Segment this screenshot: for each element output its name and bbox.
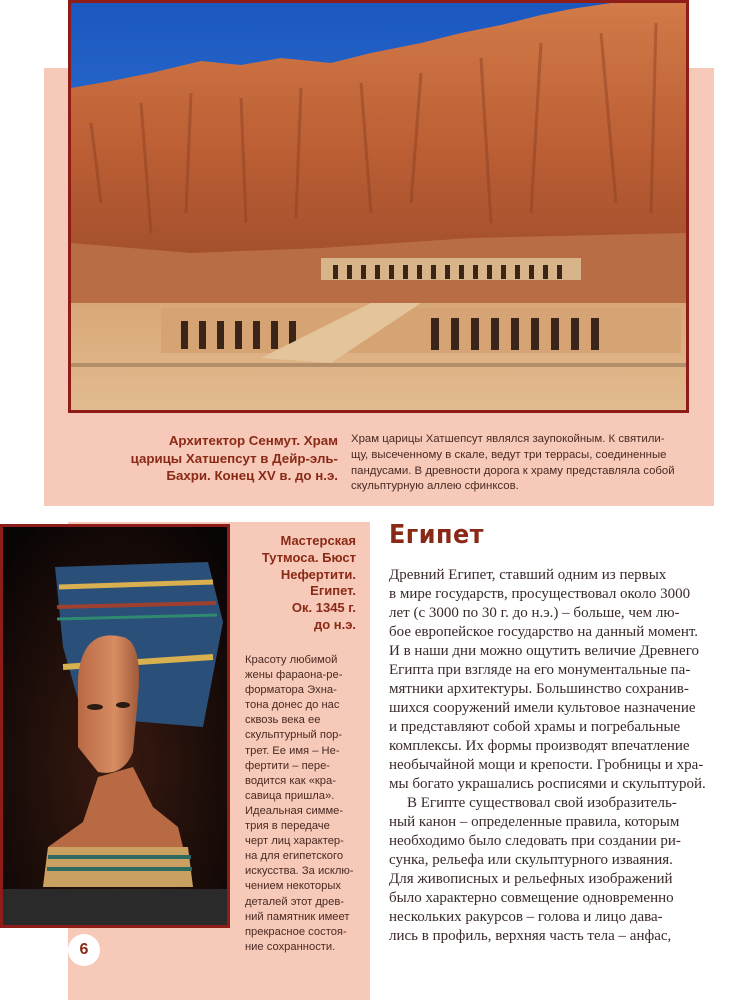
desc-line: Идеальная симме-: [245, 804, 344, 817]
body-line: В Египте существовал свой изобразитель-: [407, 795, 677, 811]
body-line: бое европейское государство на данный момент.: [389, 624, 699, 640]
desc-line: скульптурный пор-: [245, 729, 343, 742]
body-line: лись в профиль, верхняя часть тела – анфас,: [389, 928, 672, 944]
body-line: необходимо было следовать при создании ри-: [389, 833, 681, 849]
body-line: мы богато украшались росписями и скульптурой.: [389, 776, 706, 792]
body-line: Для живописных и рельефных изображений: [389, 871, 673, 887]
desc-line: чением некоторых: [245, 880, 341, 893]
section-title: Египет: [389, 520, 484, 550]
body-line: в мире государств, просуществовал около 3000: [389, 586, 691, 602]
body-line: комплексы. Их формы производят впечатление: [389, 738, 690, 754]
body-line: нескольких ракурсов – голова и лицо дава-: [389, 909, 663, 925]
temple-caption-title: [112, 432, 338, 485]
caption-line: до н.э.: [313, 616, 356, 632]
body-line: Египта при взгляде на его монументальные па-: [389, 662, 691, 678]
caption-line: Архитектор Сенмут. Храм: [168, 433, 338, 448]
desc-line: прекрасное состоя-: [245, 925, 347, 938]
caption-line: Нефертити.: [280, 566, 356, 582]
body-line: лет (с 3000 по 30 г. до н.э.) – больше, чем лю-: [389, 605, 680, 621]
desc-line: форматора Эхна-: [245, 684, 337, 697]
caption-line: царицы Хатшепсут в Дейр-эль-: [130, 450, 338, 466]
desc-line: ний памятник имеет: [245, 910, 350, 923]
desc-line: трия в передаче: [245, 820, 330, 833]
desc-line: трет. Ее имя – Не-: [245, 744, 340, 757]
desc-line: ние сохранности.: [245, 940, 336, 953]
desc-line: деталей этот древ-: [245, 895, 345, 908]
body-line: было характерно совмещение одновременно: [389, 890, 674, 906]
body-line: сунка, рельефа или скульптурного изваяния.: [389, 852, 673, 868]
desc-line: искусства. За исклю-: [245, 865, 354, 878]
caption-line: скульптурную аллею сфинксов.: [351, 480, 519, 493]
caption-line: щу, высеченному в скале, ведут три террасы, соединенные: [351, 448, 667, 461]
desc-line: савица пришла».: [245, 789, 335, 802]
page-number: 6: [68, 934, 100, 966]
desc-line: водится как «кра-: [245, 774, 336, 787]
temple-of-hatshepsut-photo: [68, 0, 689, 413]
caption-line: Египет.: [310, 583, 356, 599]
body-line: ный канон – определенные правила, которым: [389, 814, 680, 830]
desc-line: сквозь века ее: [245, 714, 321, 727]
desc-line: черт лиц характер-: [245, 835, 344, 848]
bust-caption-title: [236, 533, 356, 634]
caption-line: Бахри. Конец XV в. до н.э.: [166, 468, 338, 483]
caption-line: пандусами. В древности дорога к храму представляла собой: [351, 464, 675, 477]
desc-line: жены фараона-ре-: [245, 669, 343, 682]
desc-line: тона донес до нас: [245, 699, 340, 712]
body-line: необычайной мощи и крепости. Гробницы и хра-: [389, 757, 704, 773]
body-line: и представляют собой храмы и погребальные: [389, 719, 681, 735]
caption-line: Храм царицы Хатшепсут являлся заупокойным. К святили-: [351, 433, 665, 445]
body-line: И в наши дни можно ощутить величие Древнего: [389, 643, 699, 659]
body-text: [389, 566, 706, 946]
body-line: Древний Египет, ставший одним из первых: [389, 567, 667, 583]
bust-description: [245, 653, 363, 955]
caption-line: Мастерская: [280, 533, 356, 548]
nefertiti-bust-photo: [0, 524, 230, 928]
desc-line: на для египетского: [245, 850, 344, 863]
temple-caption-text: [351, 432, 696, 495]
caption-line: Ок. 1345 г.: [291, 600, 356, 616]
body-line: шихся сооружений имели культовое назначение: [389, 700, 696, 716]
desc-line: Красоту любимой: [245, 654, 338, 666]
caption-line: Тутмоса. Бюст: [261, 549, 356, 565]
desc-line: фертити – пере-: [245, 759, 331, 772]
body-line: мятники архитектуры. Большинство сохранив-: [389, 681, 689, 697]
